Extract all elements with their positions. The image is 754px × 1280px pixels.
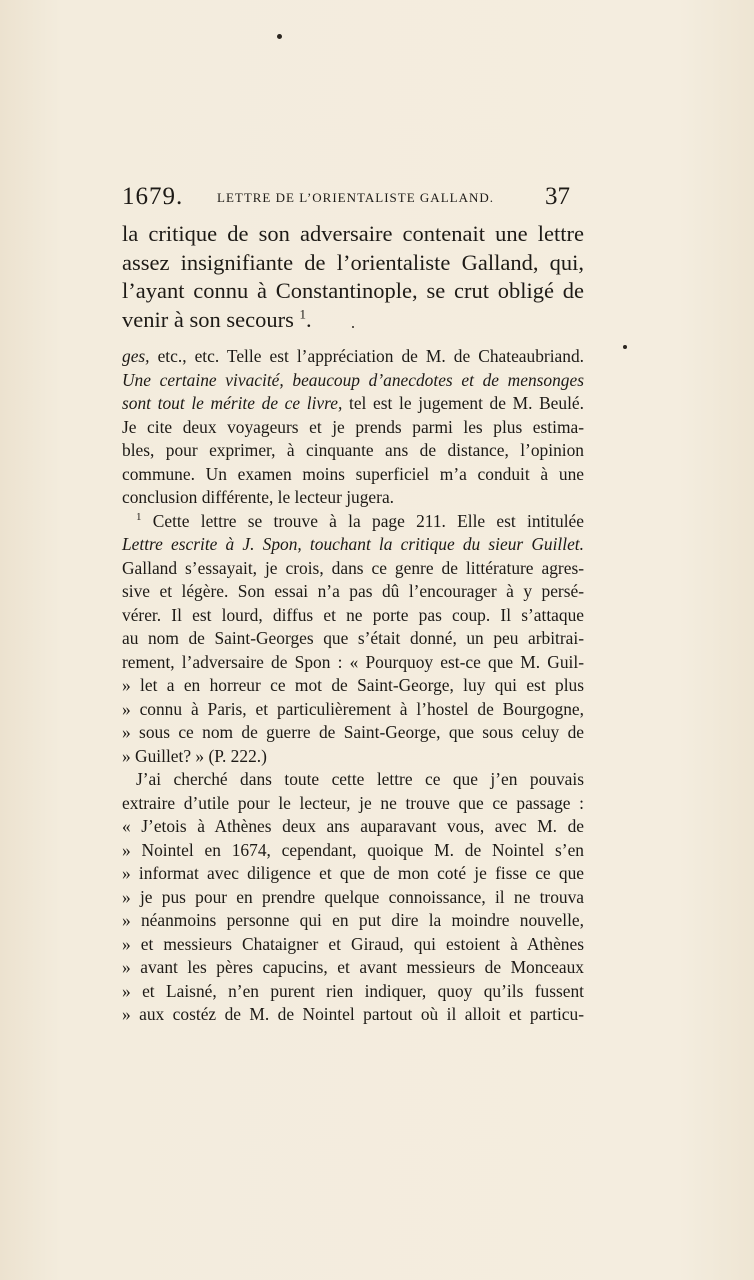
main-text-block [122,220,584,334]
main-text-line [122,306,584,335]
ink-speck [623,345,627,349]
footnote-line: J’ai cherché dans toute cette lettre ce que j’en pouvais [136,769,584,789]
main-text-line: assez insignifiante de l’orientaliste Galland, qui, [122,249,584,275]
footnote-line: » aux costéz de M. de Nointel partout où il alloit et particu- [122,1004,584,1024]
footnote-line: sive et légère. Son essai n’a pas dû l’encourager à y persé- [122,581,584,601]
footnote-line: » je pus pour en prendre quelque connoissance, il ne trouva [122,886,584,907]
running-title: LETTRE DE L’ORIENTALISTE GALLAND. [217,190,494,205]
footnote-line: commune. Un examen moins superficiel m’a conduit à une [122,463,584,484]
footnote-line: Je cite deux voyageurs et je prends parmi les plus estima- [122,416,584,437]
page-number: 37 [545,183,570,210]
footnote-line: » sous ce nom de guerre de Saint-George, que sous celuy de [122,722,584,742]
italic-quote: Une certaine vivacité, beaucoup d’anecdotes et de mensonges [122,369,584,390]
italic-quote: sont tout le mérite de ce livre, [122,393,343,413]
ink-speck [277,34,282,39]
footnote-line: » et messieurs Chataigner et Giraud, qui estoient à Athènes [122,933,584,954]
footnote-line: » avant les pères capucins, et avant messieurs de Monceaux [122,957,584,977]
italic-text: ges, [122,346,150,366]
footnote-line [122,533,584,557]
footnote-line: au nom de Saint-Georges que s’était donné, un peu arbitrai- [122,628,584,648]
footnote-line: » néanmoins personne qui en put dire la moindre nouvelle, [122,910,584,930]
footnote-line: Galland s’essayait, je crois, dans ce genre de littérature agres- [122,557,584,578]
footnote-line: rement, l’adversaire de Spon : « Pourquoy est-ce que M. Guil- [122,651,584,672]
main-text-line-text: venir à son secours [122,306,294,332]
footnotes-block [122,345,584,1027]
footnote-line: » informat avec diligence et que de mon coté je fisse ce que [122,863,584,883]
footnote-line [122,345,584,369]
page-header [122,185,570,209]
footnote-line: extraire d’utile pour le lecteur, je ne trouve que ce passage : [122,792,584,813]
footnote-reference: 1 [299,306,306,321]
footnote-line: » let a en horreur ce mot de Saint-George, luy qui est plus [122,675,584,695]
footnote-line: bles, pour exprimer, à cinquante ans de distance, l’opinion [122,440,584,460]
footnote-marker: 1 [136,510,142,523]
footnote-line [122,510,584,534]
footnote-text: Cette lettre se trouve à la page 211. Elle est intitulée [141,510,584,531]
footnote-line: » Guillet? » (P. 222.) [122,745,267,766]
footnote-line: » connu à Paris, et particulièrement à l’hostel de Bourgogne, [122,698,584,719]
footnote-text: etc., etc. Telle est l’appréciation de M. de Chateaubriand. [149,346,584,366]
end-punctuation: . [305,306,312,332]
italic-title: Lettre escrite à J. Spon, touchant la critique du sieur Guillet. [122,534,584,554]
footnote-line: » et Laisné, n’en purent rien indiquer, quoy qu’ils fussent [122,980,584,1001]
footnote-line: conclusion différente, le lecteur jugera. [122,487,395,507]
main-text-line: la critique de son adversaire contenait une lettre [122,221,584,246]
footnote-line: « J’etois à Athènes deux ans auparavant vous, avec M. de [122,816,584,836]
footnote-line: vérer. Il est lourd, diffus et ne porte pas coup. Il s’attaque [122,604,584,625]
footnote-line [122,369,584,393]
header-year: 1679. [122,183,184,210]
footnote-text: tel est le jugement de M. Beulé. [342,393,584,413]
main-text-line: l’ayant connu à Constantinople, se crut obligé de [122,278,584,303]
footnote-line: » Nointel en 1674, cependant, quoique M. de Nointel s’en [122,839,584,860]
footnote-line [122,392,584,416]
